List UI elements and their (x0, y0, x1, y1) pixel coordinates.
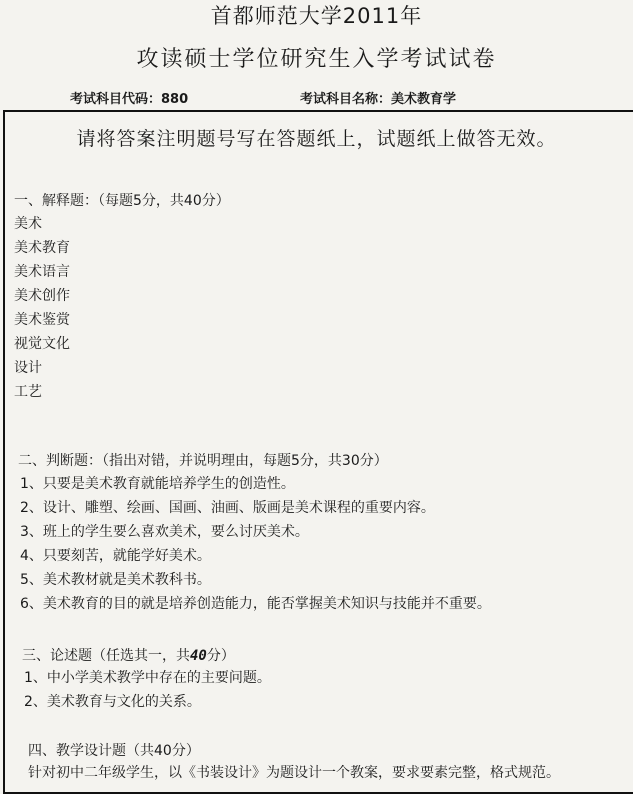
subject-name: 考试科目名称：美术教育学 (300, 92, 457, 107)
essay-item: 2、美术教育与文化的关系。 (24, 694, 201, 710)
term-item: 视觉文化 (14, 336, 70, 352)
section4-heading: 四、教学设计题（共40分） (28, 743, 200, 759)
judgment-item: 2、设计、雕塑、绘画、国画、油画、版画是美术课程的重要内容。 (20, 500, 435, 516)
section2-heading: 二、判断题：（指出对错，并说明理由，每题5分，共30分） (18, 453, 388, 469)
section2-list (20, 472, 491, 616)
section3-list (24, 666, 271, 714)
term-item: 美术 (14, 216, 42, 232)
judgment-item: 6、美术教育的目的就是培养创造能力，能否掌握美术知识与技能并不重要。 (20, 596, 491, 612)
judgment-item: 1、只要是美术教育就能培养学生的创造性。 (20, 476, 295, 492)
section1-list (14, 212, 70, 404)
exam-title: 攻读硕士学位研究生入学考试试卷 (136, 47, 497, 72)
term-item: 工艺 (14, 384, 42, 400)
term-item: 设计 (14, 360, 42, 376)
section3-heading-prefix: 三、论述题（任选其一，共 (22, 648, 190, 664)
term-item: 美术创作 (14, 288, 70, 304)
exam-title-year: 首都师范大学2011年 (210, 4, 423, 28)
term-item: 美术鉴赏 (14, 312, 70, 328)
subject-code: 考试科目代码：880 (70, 92, 189, 107)
term-item: 美术语言 (14, 264, 70, 280)
judgment-item: 5、美术教材就是美术教科书。 (20, 572, 211, 588)
section1-heading: 一、解释题：（每题5分，共40分） (14, 193, 230, 209)
answer-notice: 请将答案注明题号写在答题纸上，试题纸上做答无效。 (76, 128, 557, 150)
section3-heading-suffix: 分） (206, 648, 235, 664)
term-item: 美术教育 (14, 240, 70, 256)
judgment-item: 3、班上的学生要么喜欢美术，要么讨厌美术。 (20, 524, 309, 540)
section3-heading (22, 645, 235, 665)
section4-task: 针对初中二年级学生，以《书装设计》为题设计一个教案，要求要素完整，格式规范。 (28, 765, 560, 781)
judgment-item: 4、只要刻苦，就能学好美术。 (20, 548, 211, 564)
essay-item: 1、中小学美术教学中存在的主要问题。 (24, 670, 271, 686)
section3-handwritten-score: 40 (190, 648, 207, 664)
